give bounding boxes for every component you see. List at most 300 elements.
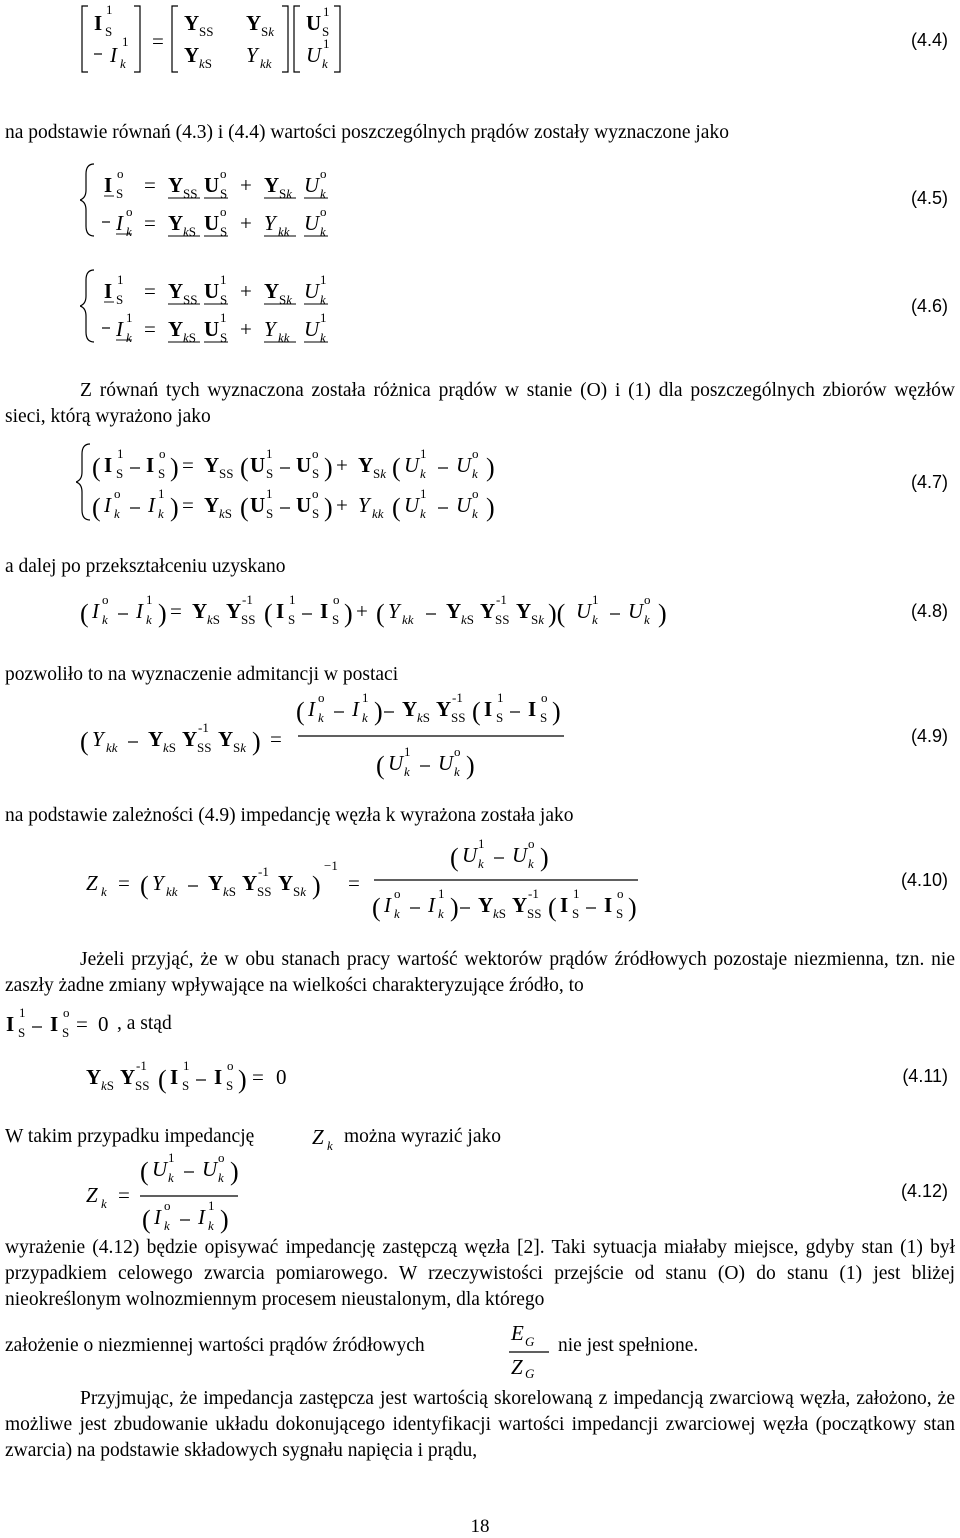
svg-text:kk: kk	[278, 330, 290, 345]
svg-text:U: U	[152, 1157, 168, 1181]
svg-text:U: U	[388, 751, 404, 775]
svg-text:-1: -1	[258, 864, 269, 879]
svg-text:SS: SS	[197, 740, 212, 755]
svg-text:1: 1	[122, 34, 129, 49]
svg-text:Sk: Sk	[531, 612, 545, 627]
svg-text:I: I	[92, 599, 99, 623]
paragraph-2: Z równań tych wyznaczona została różnica prądów w stanie (O) i (1) dla poszczególnych zbiorów węzłów sieci, którą wyrażono jako	[5, 380, 955, 427]
svg-text:o: o	[220, 166, 227, 181]
svg-text:I: I	[154, 1205, 161, 1229]
svg-text:U: U	[576, 599, 592, 623]
svg-text:S: S	[105, 24, 113, 39]
svg-text:Y: Y	[246, 11, 262, 35]
svg-text:kk: kk	[166, 884, 178, 899]
svg-text:Y: Y	[388, 599, 400, 623]
svg-text:=: =	[182, 453, 194, 477]
svg-text:o: o	[227, 1058, 234, 1073]
svg-text:G: G	[525, 1366, 535, 1380]
svg-text:Y: Y	[208, 871, 224, 895]
svg-text:U: U	[304, 317, 320, 341]
svg-text:Y: Y	[168, 173, 184, 197]
svg-text:+: +	[336, 453, 348, 477]
svg-text:Y: Y	[182, 727, 198, 751]
svg-text:k: k	[454, 764, 460, 779]
svg-text:): )	[170, 453, 179, 482]
svg-text:SS: SS	[219, 466, 234, 481]
svg-text:): )	[486, 453, 495, 482]
svg-text:Y: Y	[246, 43, 258, 67]
svg-text:1: 1	[497, 690, 504, 705]
svg-text:k: k	[126, 330, 132, 345]
svg-text:−1: −1	[324, 858, 338, 873]
svg-text:Y: Y	[358, 493, 370, 517]
svg-text:Y: Y	[168, 279, 184, 303]
svg-text:I: I	[560, 893, 569, 917]
svg-text:kS: kS	[199, 56, 213, 71]
svg-text:S: S	[496, 710, 504, 725]
svg-text:0: 0	[276, 1065, 287, 1089]
svg-text:): )	[230, 1157, 239, 1186]
svg-text:kk: kk	[372, 506, 384, 521]
paragraph-8: wyrażenie (4.12) będzie opisywać impedancję zastępczą węzła [2]. Taki sytuacja miałaby miejsce, gdyby stan (1) był przypadkiem celowego zwarcia pomiarowego. W rzeczywistości przejście od stanu (O) do stanu (1) jest bliżej nieokreślonym wolnozmiennym procesem nieustalonym, dla którego	[5, 1237, 955, 1310]
svg-text:(: (	[392, 493, 401, 522]
svg-text:Y: Y	[120, 1065, 136, 1089]
svg-text:o: o	[114, 486, 121, 501]
svg-text:I: I	[6, 1012, 15, 1036]
svg-text:): )	[450, 893, 459, 922]
svg-text:1: 1	[320, 272, 327, 287]
svg-text:k: k	[158, 506, 164, 521]
svg-text:(: (	[376, 751, 385, 780]
svg-text:o: o	[318, 690, 325, 705]
svg-text:Y: Y	[446, 599, 462, 623]
svg-text:1: 1	[158, 486, 165, 501]
svg-text:I: I	[104, 173, 113, 197]
svg-text:U: U	[438, 751, 454, 775]
svg-text:(: (	[140, 871, 149, 900]
svg-text:I: I	[110, 43, 117, 67]
svg-text:U: U	[304, 211, 320, 235]
svg-text:Z: Z	[86, 1183, 98, 1207]
svg-text:1: 1	[438, 886, 445, 901]
svg-text:I: I	[308, 697, 315, 721]
svg-text:I: I	[214, 1065, 223, 1089]
svg-text:+: +	[336, 493, 348, 517]
svg-text:1: 1	[573, 886, 580, 901]
svg-text:SS: SS	[135, 1078, 150, 1093]
svg-text:I: I	[320, 599, 329, 623]
svg-text:k: k	[438, 906, 444, 921]
svg-text:S: S	[116, 292, 124, 307]
svg-text:(: (	[548, 893, 557, 922]
svg-text:k: k	[164, 1218, 170, 1233]
svg-text:o: o	[159, 446, 166, 461]
svg-text:S: S	[220, 224, 228, 239]
svg-text:k: k	[528, 856, 534, 871]
svg-text:Y: Y	[184, 11, 200, 35]
svg-text:U: U	[250, 493, 266, 517]
svg-text:1: 1	[420, 486, 427, 501]
svg-text:U: U	[404, 493, 420, 517]
svg-text:kS: kS	[417, 710, 431, 725]
svg-text:Y: Y	[92, 727, 104, 751]
svg-text:k: k	[126, 224, 132, 239]
svg-text:1: 1	[117, 446, 124, 461]
equation-4-7	[76, 440, 536, 526]
svg-text:=: =	[144, 211, 156, 235]
svg-text:1: 1	[146, 592, 153, 607]
svg-text:+: +	[356, 599, 368, 623]
svg-text:Y: Y	[358, 453, 374, 477]
svg-text:(: (	[392, 453, 401, 482]
svg-text:o: o	[454, 744, 461, 759]
svg-text:Y: Y	[516, 599, 532, 623]
svg-text:S: S	[116, 466, 124, 481]
svg-text:=: =	[76, 1012, 88, 1036]
svg-text:o: o	[312, 486, 319, 501]
svg-text:k: k	[102, 612, 108, 627]
svg-text:k: k	[420, 466, 426, 481]
equation-4-9	[76, 690, 596, 788]
svg-text:0: 0	[98, 1012, 109, 1036]
svg-text:1: 1	[592, 592, 599, 607]
svg-text:SS: SS	[495, 612, 510, 627]
svg-text:k: k	[472, 506, 478, 521]
svg-text:S: S	[226, 1078, 234, 1093]
svg-text:E: E	[511, 1321, 524, 1345]
svg-text:I: I	[116, 317, 123, 341]
svg-text:I: I	[104, 493, 111, 517]
svg-text:=: =	[144, 317, 156, 341]
svg-text:(: (	[80, 599, 89, 628]
svg-text:o: o	[617, 886, 624, 901]
svg-text:): )	[158, 599, 167, 628]
svg-text:kk: kk	[278, 224, 290, 239]
svg-text:I: I	[104, 279, 113, 303]
svg-text:o: o	[472, 486, 479, 501]
svg-text:kS: kS	[493, 906, 507, 921]
svg-text:S: S	[266, 466, 274, 481]
svg-text:(: (	[80, 727, 89, 756]
svg-text:k: k	[327, 1138, 333, 1153]
svg-text:): )	[324, 493, 333, 522]
svg-text:k: k	[420, 506, 426, 521]
svg-text:U: U	[250, 453, 266, 477]
svg-text:I: I	[528, 697, 537, 721]
svg-text:1: 1	[420, 446, 427, 461]
paragraph-7-b: można wyrazić jako	[344, 1126, 502, 1147]
svg-text:SS: SS	[257, 884, 272, 899]
svg-text:S: S	[18, 1025, 26, 1040]
equation-number-4-8: (4.8)	[910, 601, 948, 621]
svg-text:U: U	[204, 211, 220, 235]
svg-text:U: U	[462, 843, 478, 867]
svg-text:+: +	[240, 211, 252, 235]
svg-text:U: U	[204, 279, 220, 303]
svg-text:(: (	[376, 599, 385, 628]
svg-text:Z: Z	[511, 1355, 523, 1379]
svg-text:o: o	[320, 204, 327, 219]
svg-text:SS: SS	[527, 906, 542, 921]
svg-text:kS: kS	[183, 330, 197, 345]
svg-text:kS: kS	[219, 506, 233, 521]
svg-text:U: U	[306, 43, 322, 67]
svg-text:): )	[220, 1205, 229, 1234]
svg-text:(: (	[92, 493, 101, 522]
svg-text:Sk: Sk	[373, 466, 387, 481]
svg-text:k: k	[320, 330, 326, 345]
svg-text:I: I	[146, 453, 155, 477]
equation-number-4-12: (4.12)	[900, 1181, 948, 1201]
svg-text:1: 1	[362, 690, 369, 705]
svg-text:S: S	[312, 506, 320, 521]
equation-number-4-6: (4.6)	[910, 296, 948, 316]
svg-text:S: S	[220, 330, 228, 345]
paragraph-3: a dalej po przekształceniu uzyskano	[5, 556, 286, 577]
svg-text:o: o	[644, 592, 651, 607]
paragraph-5	[5, 803, 955, 829]
svg-text:k: k	[320, 186, 326, 201]
svg-text:1: 1	[117, 272, 124, 287]
svg-text:=: =	[170, 599, 182, 623]
svg-text:Y: Y	[512, 893, 528, 917]
svg-text:(: (	[240, 493, 249, 522]
equation-number-4-9: (4.9)	[910, 726, 948, 746]
svg-text:I: I	[352, 697, 359, 721]
svg-text:S: S	[220, 292, 228, 307]
svg-text:k: k	[218, 1170, 224, 1185]
svg-text:Y: Y	[168, 211, 184, 235]
svg-text:I: I	[198, 1205, 205, 1229]
svg-text:Y: Y	[204, 493, 220, 517]
svg-text:)(: )(	[548, 599, 566, 628]
svg-text:(: (	[92, 453, 101, 482]
svg-text:U: U	[304, 279, 320, 303]
svg-text:Z: Z	[86, 871, 98, 895]
svg-text:U: U	[304, 173, 320, 197]
svg-text:I: I	[604, 893, 613, 917]
svg-text:1: 1	[323, 4, 330, 19]
svg-text:1: 1	[220, 272, 227, 287]
svg-text:kS: kS	[223, 884, 237, 899]
svg-text:SS: SS	[183, 292, 198, 307]
svg-text:1: 1	[183, 1058, 190, 1073]
svg-text:): )	[324, 453, 333, 482]
svg-text:S: S	[616, 906, 624, 921]
svg-text:U: U	[306, 11, 322, 35]
equation-number-4-10: (4.10)	[900, 870, 948, 890]
svg-text:o: o	[541, 690, 548, 705]
svg-text:o: o	[312, 446, 319, 461]
svg-text:S: S	[322, 24, 330, 39]
svg-text:(: (	[472, 697, 481, 726]
svg-text:1: 1	[404, 744, 411, 759]
svg-text:k: k	[478, 856, 484, 871]
svg-text:I: I	[94, 11, 103, 35]
svg-text:kk: kk	[260, 56, 272, 71]
svg-text:+: +	[240, 173, 252, 197]
svg-text:Y: Y	[226, 599, 242, 623]
svg-text:SS: SS	[199, 24, 214, 39]
svg-text:): )	[170, 493, 179, 522]
svg-text:U: U	[296, 493, 312, 517]
svg-text:o: o	[117, 166, 124, 181]
svg-text:k: k	[394, 906, 400, 921]
svg-text:): )	[658, 599, 667, 628]
svg-text:o: o	[220, 204, 227, 219]
svg-text:Z: Z	[312, 1125, 324, 1149]
svg-text:U: U	[202, 1157, 218, 1181]
svg-text:U: U	[628, 599, 644, 623]
svg-text:(: (	[142, 1205, 151, 1234]
svg-text:SS: SS	[241, 612, 256, 627]
svg-text:o: o	[528, 836, 535, 851]
svg-text:S: S	[540, 710, 548, 725]
svg-text:Y: Y	[402, 697, 418, 721]
svg-text:): )	[312, 871, 321, 900]
svg-text:): )	[628, 893, 637, 922]
svg-text:kS: kS	[207, 612, 221, 627]
svg-text:U: U	[456, 493, 472, 517]
svg-text:k: k	[320, 224, 326, 239]
svg-text:Y: Y	[242, 871, 258, 895]
svg-text:S: S	[116, 186, 124, 201]
svg-text:U: U	[204, 317, 220, 341]
svg-text:Y: Y	[192, 599, 208, 623]
svg-text:-1: -1	[496, 592, 507, 607]
inline-symbol-zk	[310, 1120, 340, 1154]
svg-text:k: k	[322, 56, 328, 71]
svg-text:-1: -1	[198, 720, 209, 735]
svg-text:o: o	[394, 886, 401, 901]
equation-number-4-7: (4.7)	[910, 472, 948, 492]
svg-text:U: U	[296, 453, 312, 477]
svg-text:=: =	[118, 1183, 130, 1207]
svg-text:=: =	[152, 29, 164, 53]
svg-text:-1: -1	[136, 1058, 147, 1073]
svg-text:1: 1	[266, 486, 273, 501]
svg-text:o: o	[63, 1005, 70, 1020]
svg-text:1: 1	[478, 836, 485, 851]
svg-text:=: =	[144, 173, 156, 197]
svg-text:I: I	[50, 1012, 59, 1036]
svg-text:Sk: Sk	[261, 24, 275, 39]
equation-4-5	[80, 160, 440, 240]
svg-text:=: =	[252, 1065, 264, 1089]
svg-text:I: I	[384, 893, 391, 917]
svg-text:kk: kk	[106, 740, 118, 755]
equation-4-8	[70, 586, 710, 636]
svg-text:): )	[552, 697, 561, 726]
equation-4-12	[84, 1150, 284, 1234]
page-number: 18	[470, 1516, 490, 1537]
svg-text:(: (	[296, 697, 305, 726]
paragraph-7-a: W takim przypadku impedancję	[5, 1126, 255, 1147]
svg-text:): )	[466, 751, 475, 780]
svg-text:1: 1	[266, 446, 273, 461]
svg-text:I: I	[104, 453, 113, 477]
paragraph-10: Przyjmując, że impedancja zastępcza jest wartością skorelowaną z impedancją zwarciową węzła, założono, że możliwe jest zbudowanie układu dokonującego identyfikacji wartości impedancji zwarciowej węzła (początkowy stan zwarcia) na podstawie składowych sygnału napięcia i prądu,	[5, 1388, 955, 1461]
svg-text:Sk: Sk	[279, 292, 293, 307]
svg-text:S: S	[62, 1025, 70, 1040]
svg-text:U: U	[204, 173, 220, 197]
svg-text:k: k	[592, 612, 598, 627]
paragraph-4: pozwoliło to na wyznaczenie admitancji w postaci	[5, 664, 399, 685]
svg-text:I: I	[136, 599, 143, 623]
svg-text:kS: kS	[101, 1078, 115, 1093]
paragraph-1: na podstawie równań (4.3) i (4.4) wartości poszczególnych prądów zostały wyznaczone jako	[5, 122, 729, 143]
svg-text:Y: Y	[264, 211, 276, 235]
svg-text:o: o	[320, 166, 327, 181]
svg-text:=: =	[348, 871, 360, 895]
svg-text:o: o	[472, 446, 479, 461]
svg-text:kS: kS	[183, 224, 197, 239]
svg-text:(: (	[240, 453, 249, 482]
svg-text:=: =	[270, 727, 282, 751]
equation-number-4-5: (4.5)	[910, 188, 948, 208]
svg-text:(: (	[264, 599, 273, 628]
svg-text:S: S	[332, 612, 340, 627]
svg-text:k: k	[318, 710, 324, 725]
svg-text:k: k	[320, 292, 326, 307]
svg-text:I: I	[116, 211, 123, 235]
svg-text:k: k	[114, 506, 120, 521]
svg-text:=: =	[118, 871, 130, 895]
svg-text:(: (	[450, 843, 459, 872]
svg-text:+: +	[240, 317, 252, 341]
svg-text:I: I	[484, 697, 493, 721]
equation-4-11	[84, 1050, 364, 1096]
svg-text:I: I	[148, 493, 155, 517]
svg-text:-1: -1	[452, 690, 463, 705]
svg-text:I: I	[428, 893, 435, 917]
svg-text:Sk: Sk	[279, 186, 293, 201]
svg-text:Sk: Sk	[233, 740, 247, 755]
svg-text:(: (	[140, 1157, 149, 1186]
svg-text:(: (	[372, 893, 381, 922]
svg-text:Y: Y	[264, 279, 280, 303]
svg-text:1: 1	[320, 310, 327, 325]
svg-text:Y: Y	[264, 173, 280, 197]
svg-text:I: I	[170, 1065, 179, 1089]
svg-text:Y: Y	[204, 453, 220, 477]
svg-text:Y: Y	[264, 317, 276, 341]
svg-text:1: 1	[168, 1150, 175, 1165]
svg-text:kS: kS	[461, 612, 475, 627]
svg-text:1: 1	[106, 2, 113, 17]
svg-text:k: k	[101, 884, 107, 899]
svg-text:k: k	[168, 1170, 174, 1185]
svg-text:S: S	[158, 466, 166, 481]
svg-text:G: G	[525, 1334, 535, 1349]
equation-4-6	[80, 266, 440, 348]
svg-text:o: o	[218, 1150, 225, 1165]
svg-text:kk: kk	[402, 612, 414, 627]
svg-text:U: U	[512, 843, 528, 867]
svg-text:k: k	[472, 466, 478, 481]
inline-fraction-eg-zg	[507, 1316, 553, 1380]
svg-text:U: U	[404, 453, 420, 477]
paragraph-6-tail: , a stąd	[117, 1013, 172, 1034]
svg-text:k: k	[146, 612, 152, 627]
svg-text:): )	[540, 843, 549, 872]
svg-text:S: S	[266, 506, 274, 521]
svg-text:): )	[344, 599, 353, 628]
svg-text:Y: Y	[480, 599, 496, 623]
svg-text:1: 1	[19, 1005, 26, 1020]
svg-text:+: +	[240, 279, 252, 303]
svg-text:Y: Y	[218, 727, 234, 751]
